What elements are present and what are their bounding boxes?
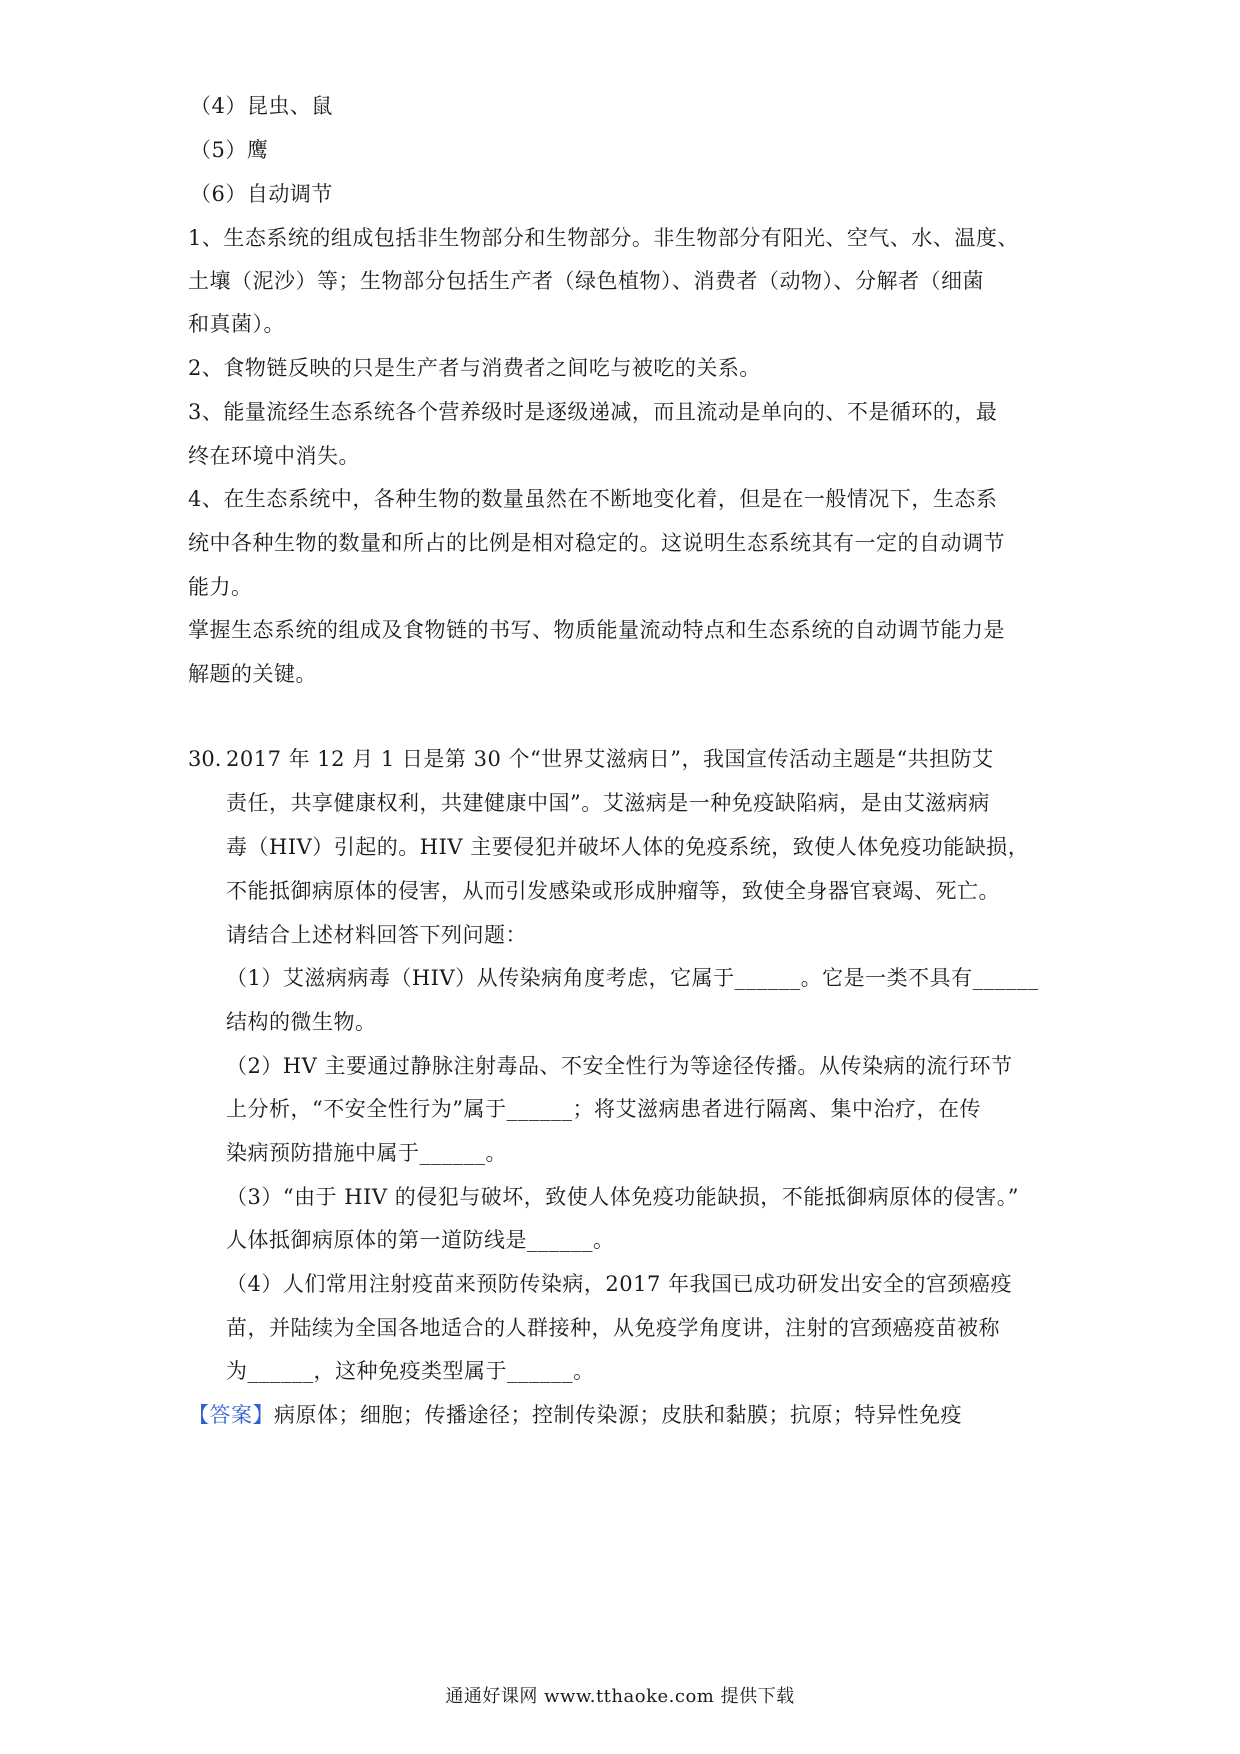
- answer-item-5: （5）鹰: [190, 138, 269, 162]
- sub-question-4-line-2: 苗，并陆续为全国各地适合的人群接种，从免疫学角度讲，注射的宫颈癌疫苗被称: [226, 1316, 1000, 1340]
- analysis-point-1-line-1: 1、生态系统的组成包括非生物部分和生物部分。非生物部分有阳光、空气、水、温度、: [188, 226, 1019, 250]
- question-stem-line-1: 2017 年 12 月 1 日是第 30 个“世界艾滋病日”，我国宣传活动主题是“共担防艾: [226, 747, 994, 771]
- sub-question-4-line-3: 为______，这种免疫类型属于______。: [226, 1359, 595, 1383]
- question-number: 30.: [188, 747, 222, 771]
- analysis-point-2-line-1: 2、食物链反映的只是生产者与消费者之间吃与被吃的关系。: [188, 356, 761, 380]
- answer-item-6: （6）自动调节: [190, 182, 333, 206]
- sub-question-3-line-1: （3）“由于 HIV 的侵犯与破坏，致使人体免疫功能缺损，不能抵御病原体的侵害。”: [226, 1185, 1019, 1209]
- question-stem-line-5: 请结合上述材料回答下列问题：: [226, 923, 527, 947]
- answer-text: 病原体；细胞；传播途径；控制传染源；皮肤和黏膜；抗原；特异性免疫: [274, 1403, 962, 1427]
- question-stem-line-2: 责任，共享健康权利，共建健康中国”。艾滋病是一种免疫缺陷病，是由艾滋病病: [226, 791, 990, 815]
- sub-question-2-line-1: （2）HV 主要通过静脉注射毒品、不安全性行为等途径传播。从传染病的流行环节: [226, 1054, 1013, 1078]
- analysis-point-3-line-1: 3、能量流经生态系统各个营养级时是逐级递减，而且流动是单向的、不是循环的，最: [188, 400, 998, 424]
- sub-question-2-line-3: 染病预防措施中属于______。: [226, 1141, 507, 1165]
- page-footer: 通通好课网 www.tthaoke.com 提供下载: [445, 1686, 795, 1707]
- analysis-point-4-line-3: 能力。: [188, 575, 253, 599]
- question-stem-line-4: 不能抵御病原体的侵害，从而引发感染或形成肿瘤等，致使全身器官衰竭、死亡。: [226, 879, 1000, 903]
- analysis-point-4-line-1: 4、在生态系统中，各种生物的数量虽然在不断地变化着，但是在一般情况下，生态系: [188, 487, 998, 511]
- sub-question-1-line-1: （1）艾滋病病毒（HIV）从传染病角度考虑，它属于______。它是一类不具有______: [226, 966, 1039, 990]
- sub-question-2-line-2: 上分析，“不安全性行为”属于______；将艾滋病患者进行隔离、集中治疗，在传: [226, 1097, 981, 1121]
- sub-question-4-line-1: （4）人们常用注射疫苗来预防传染病，2017 年我国已成功研发出安全的宫颈癌疫: [226, 1272, 1012, 1296]
- answer-line: [188, 1400, 962, 1430]
- analysis-point-3-line-2: 终在环境中消失。: [188, 444, 360, 468]
- analysis-point-1-line-3: 和真菌）。: [188, 312, 285, 336]
- analysis-point-4-line-2: 统中各种生物的数量和所占的比例是相对稳定的。这说明生态系统其有一定的自动调节: [188, 531, 1005, 555]
- answer-item-4: （4）昆虫、鼠: [190, 94, 333, 118]
- question-stem-line-3: 毒（HIV）引起的。HIV 主要侵犯并破坏人体的免疫系统，致使人体免疫功能缺损，: [226, 835, 1030, 859]
- analysis-key-line-2: 解题的关键。: [188, 662, 317, 686]
- analysis-key-line-1: 掌握生态系统的组成及食物链的书写、物质能量流动特点和生态系统的自动调节能力是: [188, 618, 1005, 642]
- analysis-point-1-line-2: 土壤（泥沙）等；生物部分包括生产者（绿色植物）、消费者（动物）、分解者（细菌: [188, 269, 984, 293]
- sub-question-3-line-2: 人体抵御病原体的第一道防线是______。: [226, 1228, 615, 1252]
- answer-tag: 【答案】: [188, 1403, 274, 1427]
- sub-question-1-line-2: 结构的微生物。: [226, 1010, 377, 1034]
